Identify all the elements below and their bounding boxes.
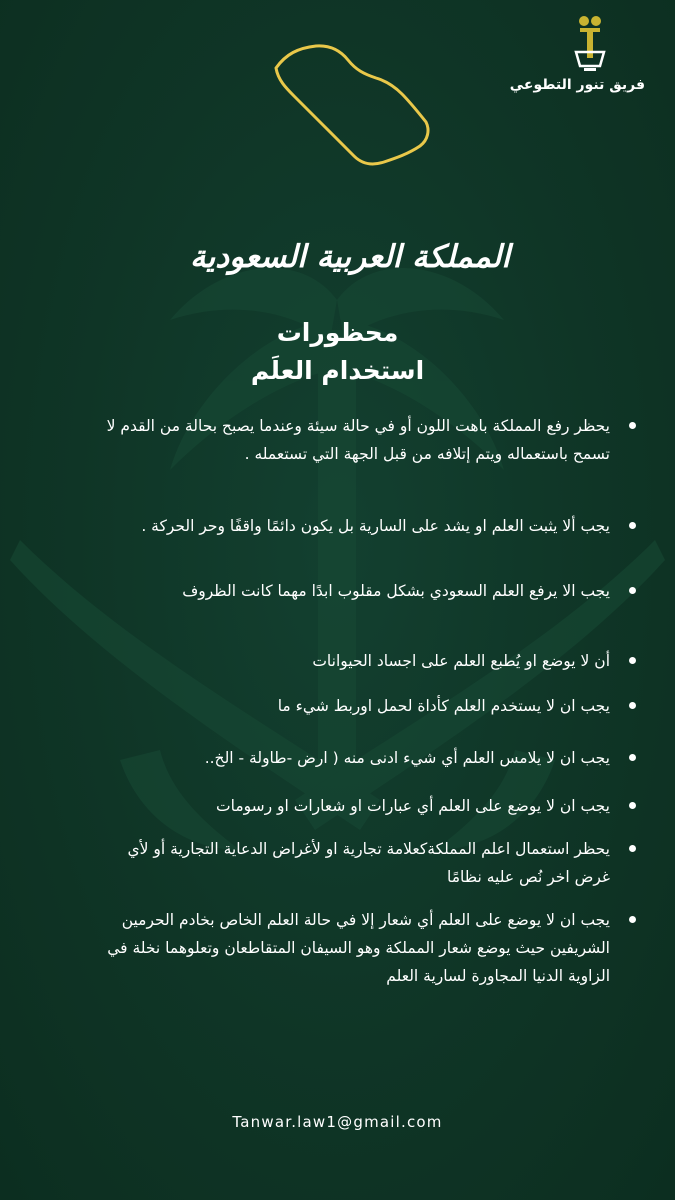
page-title-line2: استخدام العلَم [250, 356, 425, 385]
kingdom-calligraphy [190, 222, 510, 292]
bullet-icon [629, 845, 636, 852]
kingdom-name: المملكة العربية السعودية [190, 239, 510, 275]
list-item [90, 906, 638, 990]
rule-text: يجب ان لا يلامس العلم أي شيء ادنى منه ( ارض -طاولة - الخ.. [204, 749, 610, 767]
lamp-icon [570, 14, 610, 74]
bullet-icon [629, 702, 636, 709]
saudi-map-outline [268, 40, 433, 170]
list-item [90, 835, 638, 891]
rule-text: يجب ان لا يوضع على العلم أي عبارات او شعارات او رسومات [216, 797, 610, 815]
rule-text: يجب ان لا يوضع على العلم أي شعار إلا في حالة العلم الخاص بخادم الحرمين الشريفين حيث يوضع شعار المملكة وهو السيفان المتقاطعان وتعلوهما نخلة في الزاوية الدنيا المجاورة لسارية العلم [107, 911, 610, 985]
bullet-icon [629, 916, 636, 923]
rule-text: يجب ان لا يستخدم العلم كأداة لحمل اوربط شيء ما [277, 697, 610, 715]
list-item [90, 692, 638, 720]
bullet-icon [629, 657, 636, 664]
bullet-icon [629, 754, 636, 761]
bullet-icon [629, 422, 636, 429]
rule-text: يجب الا يرفع العلم السعودي بشكل مقلوب ابدًا مهما كانت الظروف [182, 582, 610, 600]
list-item [90, 647, 638, 675]
contact-email[interactable]: Tanwar.law1@gmail.com [232, 1113, 443, 1131]
list-item [90, 577, 638, 605]
rule-text: يحظر رفع المملكة باهت اللون أو في حالة سيئة وعندما يصبح بحالة من القدم لا تسمح باستعماله ويتم إتلافه من قبل الجهة التي تستعمله . [106, 417, 610, 463]
rule-text: يحظر استعمال اعلم المملكةكعلامة تجارية او لأغراض الدعاية التجارية أو لأي غرض اخر نُص عليه نظامًا [127, 840, 610, 886]
list-item [90, 792, 638, 820]
bullet-icon [629, 587, 636, 594]
list-item [90, 412, 638, 468]
list-item [90, 744, 638, 772]
list-item [90, 512, 638, 540]
page-title-line1: محظورات [276, 318, 399, 347]
rule-text: يجب ألا يثبت العلم او يشد على السارية بل يكون دائمًا واقفًا وحر الحركة . [141, 517, 610, 535]
bullet-icon [629, 522, 636, 529]
bullet-icon [629, 802, 636, 809]
rule-text: أن لا يوضع او يُطبع العلم على اجساد الحيوانات [312, 652, 610, 670]
team-name: فريق تنور التطوعي [509, 77, 645, 93]
team-logo [509, 14, 645, 93]
